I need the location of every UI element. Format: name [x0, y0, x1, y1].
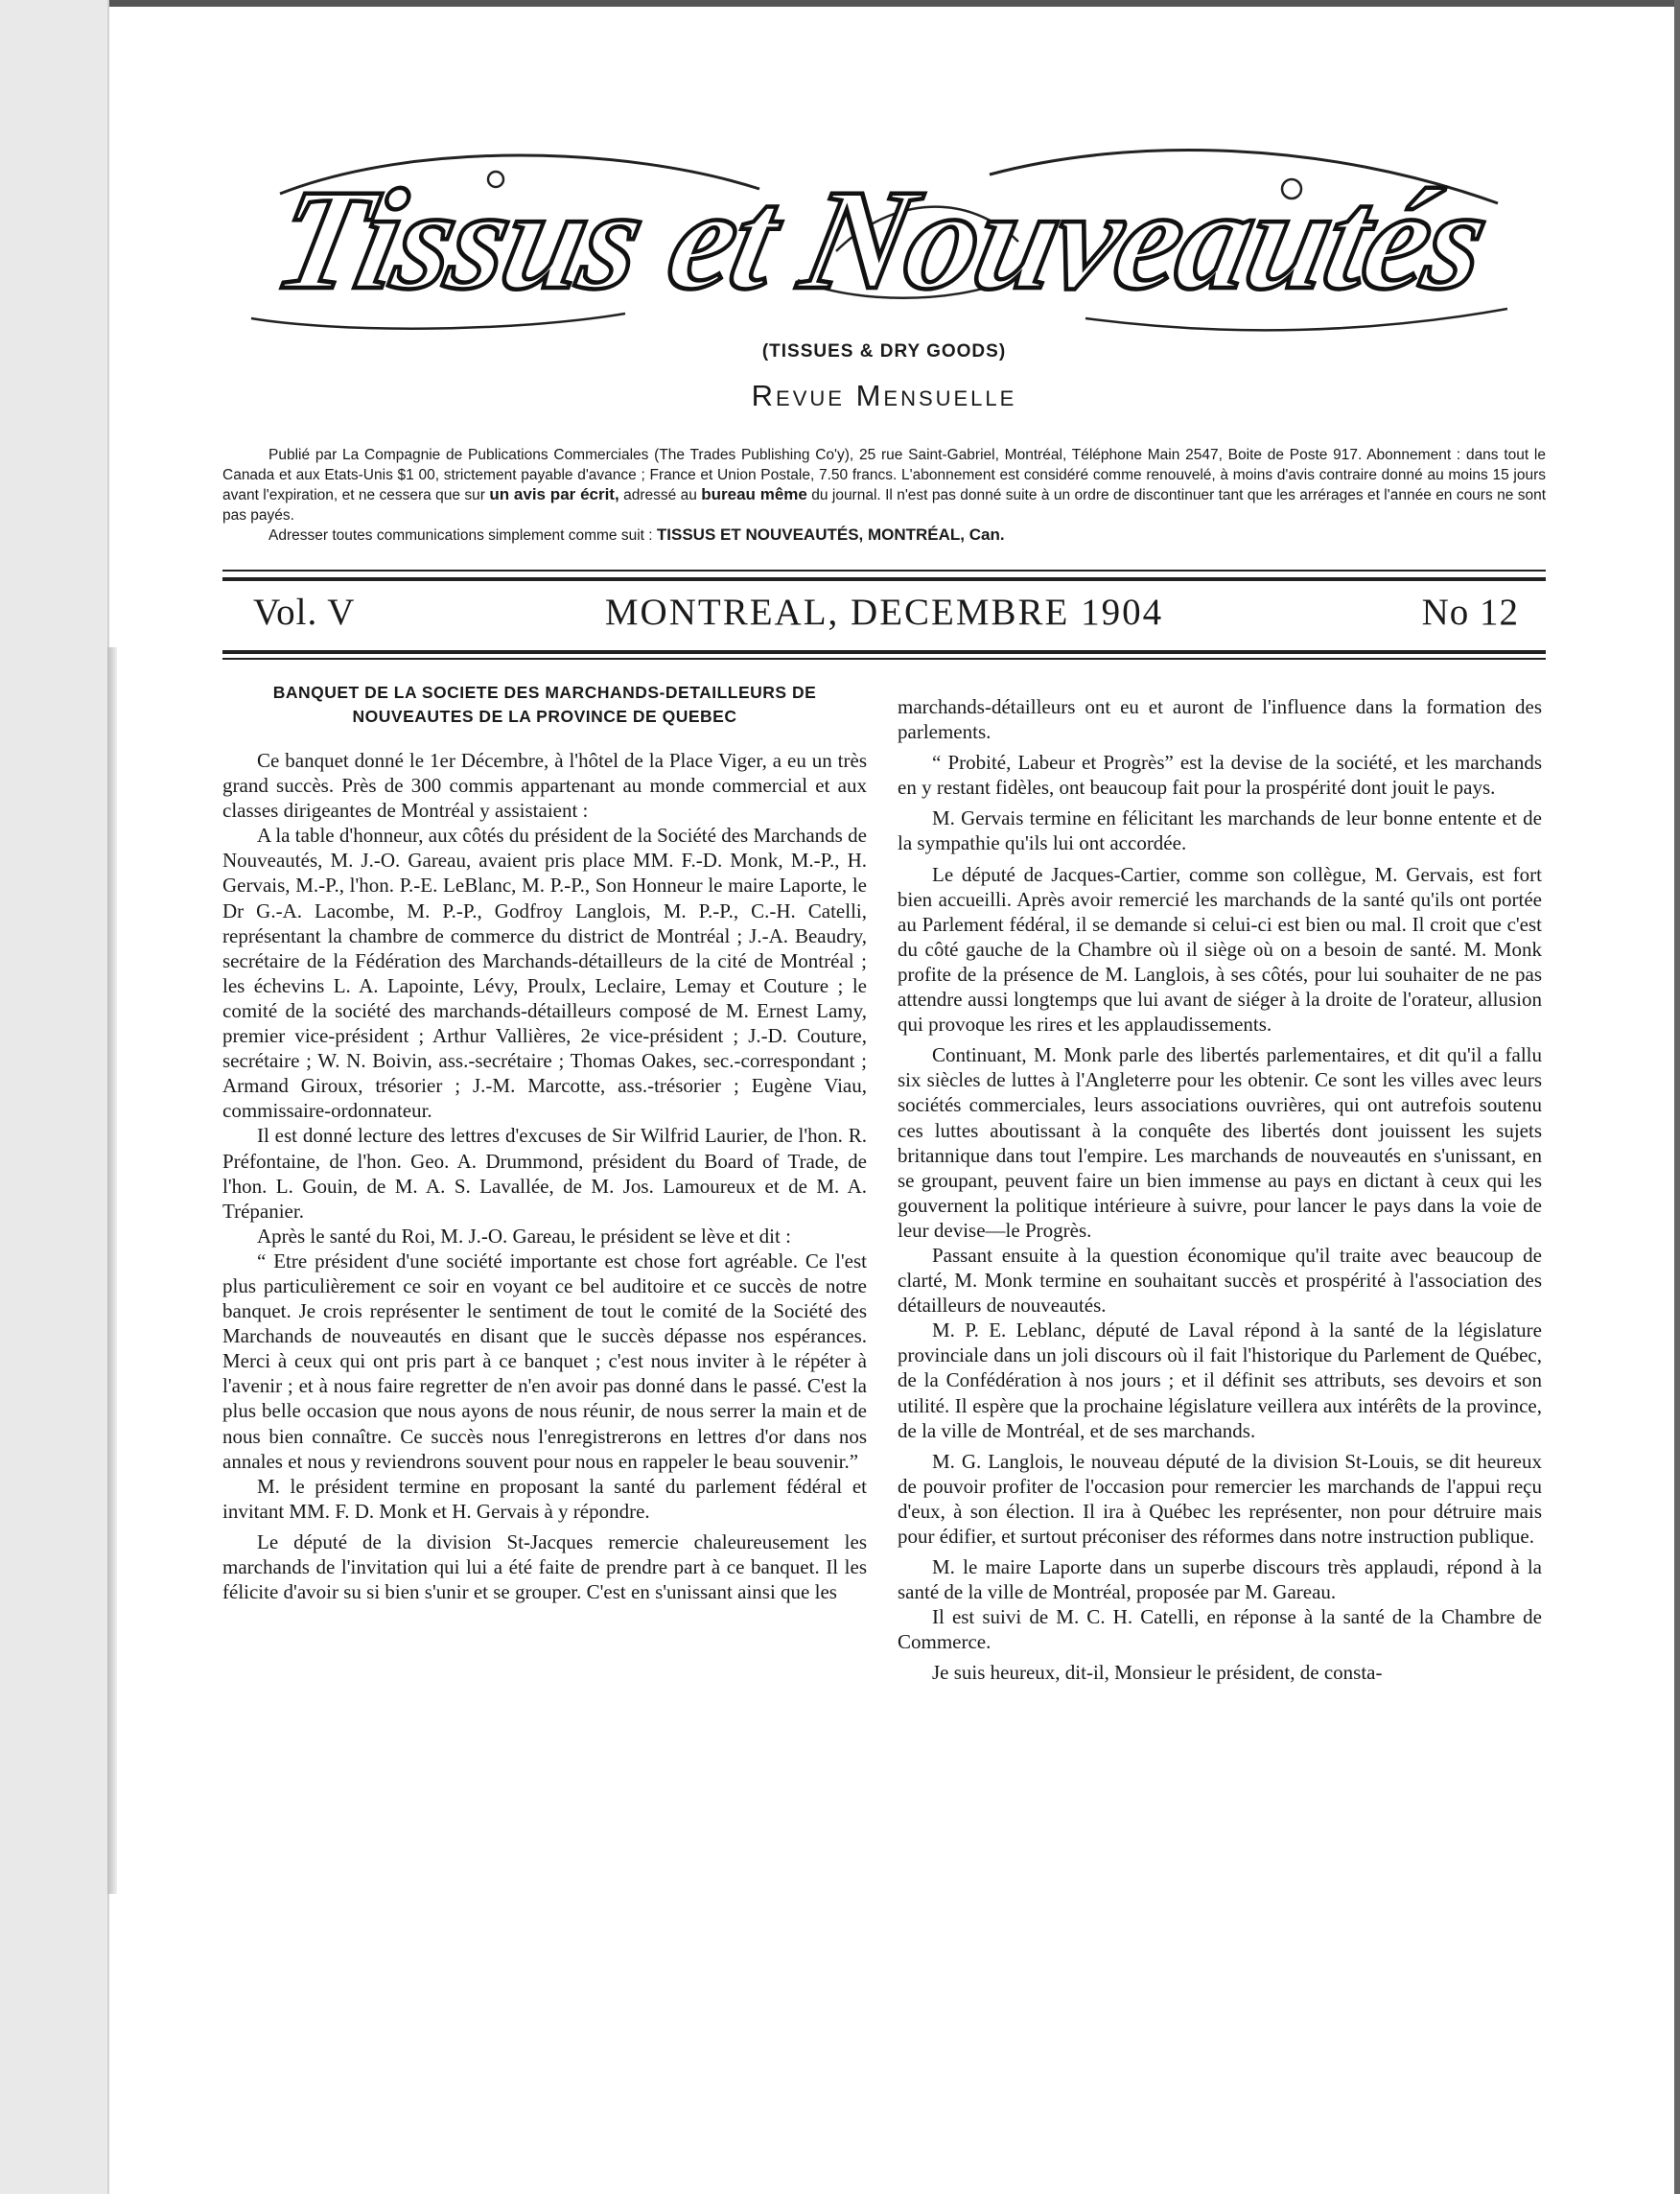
paragraph: “ Probité, Labeur et Progrès” est la devise de la société, et les marchands en y restant fidèles, ont beaucoup fait pour la prospérité dont jouit le pays. [898, 751, 1542, 800]
rule-bottom-thin [222, 658, 1546, 660]
masthead [222, 136, 1546, 357]
pubinfo-address-label: Adresser toutes communications simplement comme suit : [268, 527, 653, 544]
scan-right-border [1674, 0, 1680, 2194]
masthead-subtitle: (TISSUES & DRY GOODS) [761, 341, 1007, 362]
paragraph: Ce banquet donné le 1er Décembre, à l'hôtel de la Place Viger, a eu un très grand succès. Près de 300 commis appartenant au monde commercial et aux classes dirigeantes de Montréal y assistaient : [222, 749, 867, 823]
paragraph: Il est suivi de M. C. H. Catelli, en réponse à la santé de la Chambre de Commerce. [898, 1605, 1542, 1654]
paragraph: M. le maire Laporte dans un superbe discours très applaudi, répond à la santé de la ville de Montréal, proposée par M. Gareau. [898, 1555, 1542, 1604]
pubinfo-text-2: adressé au [618, 487, 697, 503]
masthead-revue: Revue Mensuelle [751, 379, 1017, 412]
issue-number: No 12 [1421, 592, 1519, 633]
paragraph: A la table d'honneur, aux côtés du président de la Société des Marchands de Nouveautés, M. J.-O. Gareau, avaient pris place MM. F.-D. Monk, M.-P., H. Gervais, M.-P., l'hon. P.-E. LeBlanc, M. P.-P., Son Honneur le maire Laporte, le Dr G.-A. Lacombe, M. P.-P., Godfroy Langlois, M. P.-P., C.-H. Catelli, représentant la chambre de commerce du district de Montréal ; J.-A. Beaudry, secrétaire de la Fédération des Marchands-détailleurs de la cité de Montréal ; les échevins L. A. Lapointe, Lévy, Proulx, Leclaire, Lemay et Couture ; le comité de la société des marchands-détailleurs composé de M. Ernest Lamy, premier vice-président ; Arthur Vallières, 2e vice-président ; J.-D. Couture, secrétaire ; W. N. Boivin, ass.-secrétaire ; Thomas Oakes, sec.-correspondant ; Armand Giroux, trésorier ; J.-M. Marcotte, ass.-trésorier ; Eugène Viau, commissaire-ordonnateur. [222, 824, 867, 1123]
pubinfo-bold-2: bureau même [701, 485, 807, 503]
issue-city-date: MONTREAL, DECEMBRE 1904 [604, 592, 1164, 633]
rule-bottom-thick [222, 650, 1546, 654]
paragraph: Je suis heureux, dit-il, Monsieur le président, de consta- [932, 1661, 1383, 1685]
rule-top-thin [222, 570, 1546, 572]
issue-line [222, 591, 1546, 639]
scan-top-border [0, 0, 1680, 7]
publication-info [222, 446, 1546, 547]
paragraph: Continuant, M. Monk parle des libertés parlementaires, et dit qu'il a fallu six siècles de luttes à l'Angleterre pour les obtenir. Ce sont les villes avec leurs sociétés commerciales, leurs associations ouvrières, qui ont autrefois soutenu ces luttes aboutissant à la conquête des libertés dont jouissent les sujets britannique dans tout l'empire. Les marchands de nouveautés en s'unissant, en se groupant, peuvent faire un bien immense au pays en dictant à ceux qui les gouvernent la politique intérieure à suivre, pour lancer le pays dans la voie de leur devise—le Progrès. [898, 1043, 1542, 1242]
column-left [222, 679, 867, 2041]
paragraph: Passant ensuite à la question économique qu'il traite avec beaucoup de clarté, M. Monk termine en souhaitant succès et prospérité à l'association des détailleurs de nouveautés. [898, 1243, 1542, 1318]
paragraph: Il est donné lecture des lettres d'excuses de Sir Wilfrid Laurier, de l'hon. R. Préfontaine, de l'hon. Geo. A. Drummond, président du Board of Trade, de l'hon. L. Gouin, de M. A. S. Lavallée, de M. Jos. Lamoureux et de M. A. Trépanier. [222, 1124, 867, 1223]
paragraph: M. le président termine en proposant la santé du parlement fédéral et invitant MM. F. D. Monk et H. Gervais à y répondre. [222, 1474, 867, 1523]
masthead-logo [222, 136, 1546, 342]
issue-volume: Vol. V [253, 592, 356, 633]
paragraph: Le député de la division St-Jacques remercie chaleureusement les marchands de l'invitation qui lui a été faite de prendre part à ce banquet. Il les félicite d'avoir su si bien s'unir et se grouper. C'est en s'unissant ainsi que les [222, 1529, 867, 1604]
paragraph: Après le santé du Roi, M. J.-O. Gareau, le président se lève et dit : [257, 1224, 791, 1248]
pubinfo-text-1: Publié par La Compagnie de Publications Commerciales (The Trades Publishing Co'y), 25 rue Saint-Gabriel, Montréal, Téléphone Main 2547, Boite de Poste 917. Abonnement : dans tout le Canada et aux Etats-Unis $1 00, strictement payable d'avance ; France et Union Postale, 7.50 francs. L'abonnement est considéré comme renouvelé, à moins d'avis contraire donné au moins 15 jours avant l'expiration, et ne cessera que sur [222, 447, 1546, 503]
paragraph: M. Gervais termine en félicitant les marchands de leur bonne entente et de la sympathie qu'ils lui ont accordée. [898, 806, 1542, 855]
svg-text:Tissus et Nouveautés [263, 159, 1500, 318]
newspaper-page [222, 125, 1546, 2167]
pubinfo-bold-1: un avis par écrit, [489, 485, 619, 503]
paragraph: “ Etre président d'une société importante est chose fort agréable. Ce l'est plus particulièrement ce soir en voyant ce bel auditoire et ce succès de notre banquet. Je crois représenter le sentiment de tout le comité de la Société des Marchands de nouveautés en disant que le succès dépasse nos espérances. Merci à ceux qui ont pris part à ce banquet ; c'est nous inviter à le répéter à l'avenir ; et à nous faire regretter de n'en avoir pas donné dans le passé. C'est la plus belle occasion que nous ayons de nous réunir, de nous serrer la main et de nous bien connaître. Ce succès nous l'enregistrerons en lettres d'or dans nos annales et nous y reviendrons souvent pour nous en rappeler le beau souvenir.” [222, 1249, 867, 1473]
paragraph: marchands-détailleurs ont eu et auront de l'influence dans la formation des parlements. [898, 695, 1542, 744]
binding-margin [0, 0, 109, 2194]
rule-top-thick [222, 577, 1546, 581]
paragraph: M. P. E. Leblanc, député de Laval répond à la santé de la législature provinciale dans un joli discours où il fait l'historique du Parlement de Québec, de la Confédération à nos jours ; et il définit ses attributs, ses devoirs et son utilité. Il espère que la prochaine législature veillera aux intérêts de la province, de la ville de Montréal, et de ses marchands. [898, 1319, 1542, 1442]
paragraph: M. G. Langlois, le nouveau député de la division St-Louis, se dit heureux de pouvoir profiter de l'occasion pour remercier les marchands de l'appui reçu d'eux, à son élection. Il ira à Québec les représenter, non pour détruire mais pour édifier, et surtout préconiser des réformes dans notre instruction publique. [898, 1449, 1542, 1548]
column-right [898, 694, 1542, 2056]
pubinfo-address: TISSUS ET NOUVEAUTÉS, MONTRÉAL, Can. [656, 525, 1005, 544]
pubinfo-text-3: du journal. Il n'est pas donné suite à un ordre de discontinuer tant que les arrérages et l'année en cours ne sont pas payés. [222, 487, 1547, 524]
pubinfo-address-line [222, 525, 1546, 547]
masthead-title: Tissus et Nouveautés [263, 159, 1500, 319]
paragraph: Le député de Jacques-Cartier, comme son collègue, M. Gervais, est fort bien accueilli. Après avoir remercié les marchands de la santé qu'ils ont portée au Parlement fédéral, il se demande si celui-ci est bien ou mal. Il croit que c'est du côté gauche de la Chambre où il siège où on a besoin de santé. M. Monk profite de la présence de M. Langlois, à ses côtés, pour lui souhaiter de ne pas attendre aussi longtemps que lui avant de siéger à la droite de l'orateur, allusion qui provoque les rires et les applaudissements. [898, 862, 1542, 1037]
binding-shadow [107, 647, 117, 1894]
article-headline: BANQUET DE LA SOCIETE DES MARCHANDS-DETAILLEURS DE NOUVEAUTES DE LA PROVINCE DE QUEBEC [272, 683, 817, 726]
